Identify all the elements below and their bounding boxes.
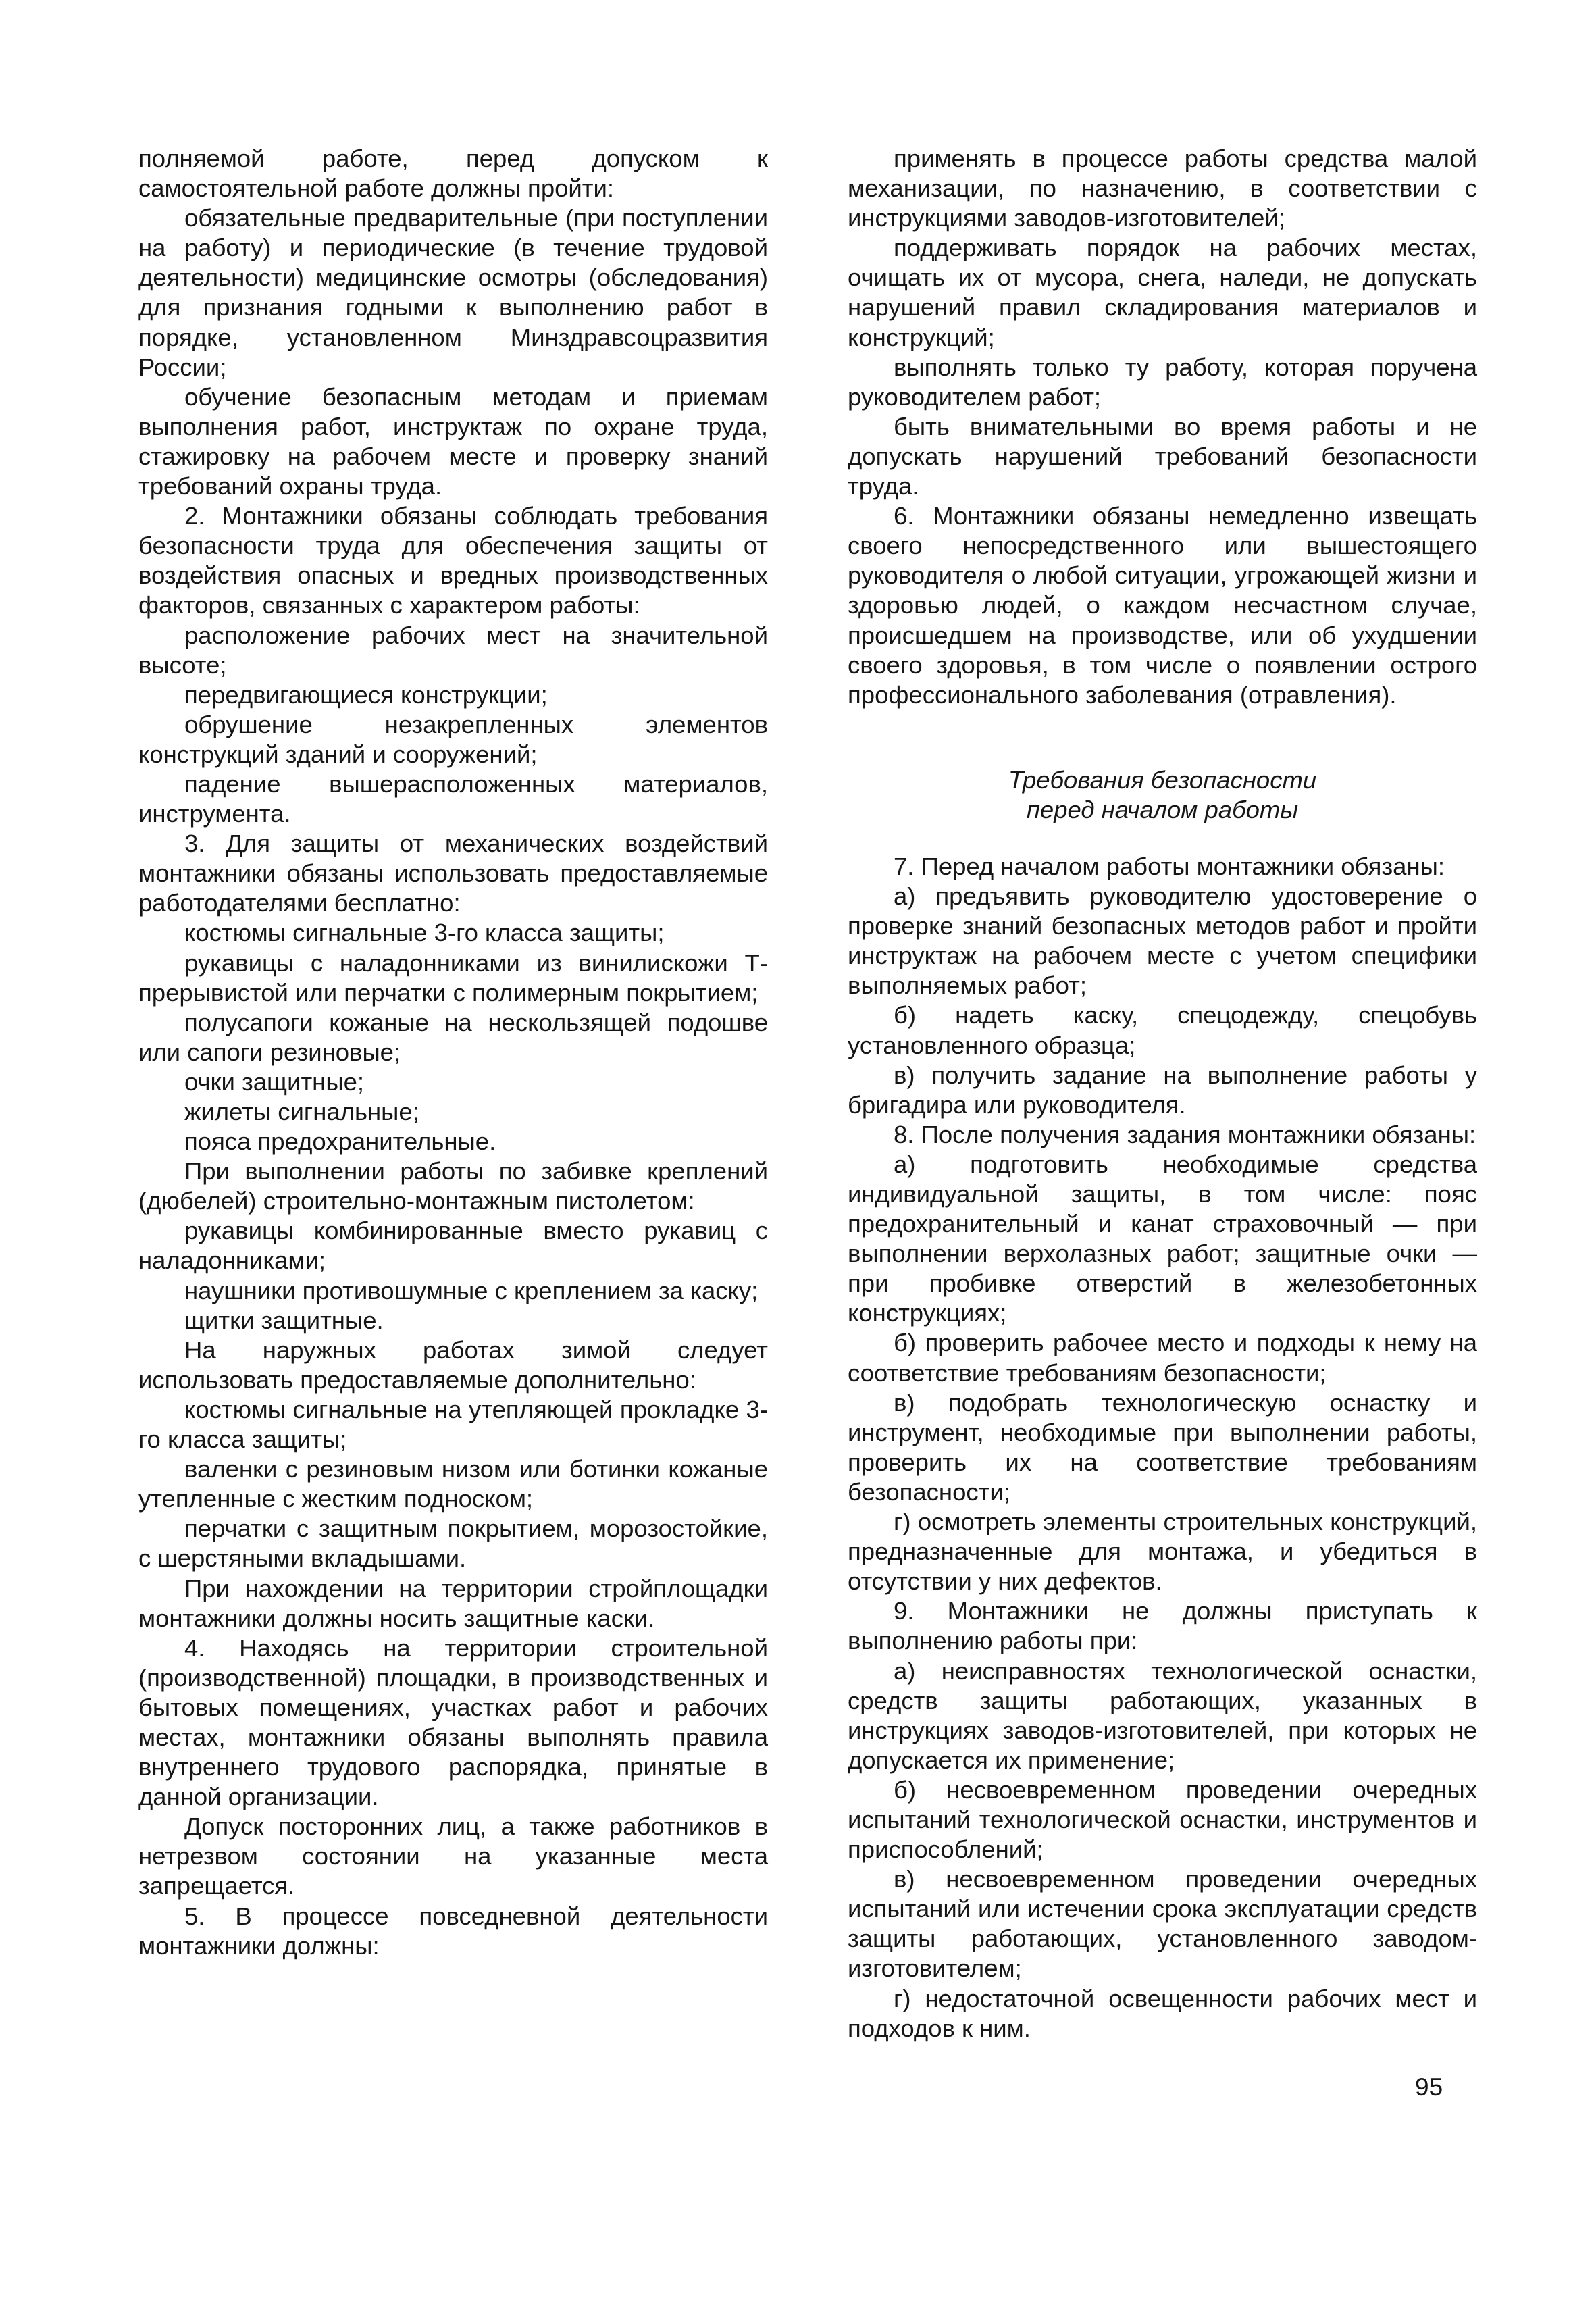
paragraph: 3. Для защиты от механических воздействий монтажники обязаны использовать предоставляемые работодателями бесплатно: (138, 830, 768, 917)
paragraph: обязательные предварительные (при поступлении на работу) и периодические (в течение трудовой деятельности) медицинские осмотры (обследования) для признания годными к выполнению работ в порядке, установленном Минздравсоцразвития России; (138, 204, 768, 381)
paragraph: обучение безопасным методам и приемам выполнения работ, инструктаж по охране труда, стажировку на рабочем месте и проверку знаний требований охраны труда. (138, 382, 768, 501)
paragraph: 6. Монтажники обязаны немедленно извещать своего непосредственного или вышестоящего руководителя о любой ситуации, угрожающей жизни и здоровью людей, о каждом несчастном случае, происшедшем на производстве, или об ухудшении своего здоровья, в том числе о появлении острого профессионального заболевания (отравления). (848, 502, 1477, 709)
paragraph: 2. Монтажники обязаны соблюдать требования безопасности труда для обеспечения защиты от воздействия опасных и вредных производственных факторов, связанных с характером работы: (138, 502, 768, 619)
paragraph: полняемой работе, перед допуском к самостоятельной работе должны пройти: (138, 145, 768, 203)
section-heading-line-2: перед началом работы (1026, 795, 1299, 823)
paragraph: пояса предохранительные. (184, 1127, 496, 1156)
paragraph: б) проверить рабочее место и подходы к нему на соответствие требованиям безопасности; (848, 1329, 1477, 1387)
right-column-top-text (848, 144, 1477, 710)
paragraph: поддерживать порядок на рабочих местах, очищать их от мусора, снега, наледи, не допускать нарушений правил складирования материалов и конструкций; (848, 234, 1477, 351)
paragraph: выполнять только ту работу, которая поручена руководителем работ; (848, 353, 1477, 411)
paragraph: в) получить задание на выполнение работы у бригадира или руководителя. (848, 1061, 1477, 1119)
paragraph: в) подобрать технологическую оснастку и инструмент, необходимые при выполнении работы, проверить их на соответствие требованиям безопасности; (848, 1388, 1477, 1506)
paragraph: 9. Монтажники не должны приступать к выполнению работы при: (848, 1597, 1477, 1655)
right-column-bottom-text (848, 852, 1477, 2043)
paragraph: 7. Перед началом работы монтажники обязаны: (894, 852, 1445, 880)
paragraph: а) предъявить руководителю удостоверение о проверке знаний безопасных методов работ и пройти инструктаж на рабочем месте с учетом специфики выполняемых работ; (848, 882, 1477, 1000)
page-number: 95 (1415, 2073, 1443, 2101)
paragraph: полусапоги кожаные на нескользящей подошве или сапоги резиновые; (138, 1008, 768, 1066)
paragraph: а) неисправностях технологической оснастки, средств защиты работающих, указанных в инструкциях заводов-изготовителей, при которых не допускается их применение; (848, 1656, 1477, 1774)
paragraph: щитки защитные. (184, 1306, 384, 1334)
paragraph: г) недостаточной освещенности рабочих мест и подходов к ним. (848, 1984, 1477, 2042)
paragraph: применять в процессе работы средства малой механизации, по назначению, в соответствии с инструкциями заводов-изготовителей; (848, 145, 1477, 232)
paragraph: Допуск посторонних лиц, а также работников в нетрезвом состоянии на указанные места запрещается. (138, 1812, 768, 1900)
paragraph: костюмы сигнальные на утепляющей прокладке 3-го класса защиты; (138, 1395, 768, 1454)
paragraph: расположение рабочих мест на значительной высоте; (138, 621, 768, 679)
paragraph: в) несвоевременном проведении очередных испытаний или истечении срока эксплуатации средств защиты работающих, установленного заводом-изготовителем; (848, 1865, 1477, 1983)
left-column (138, 144, 768, 1961)
paragraph: На наружных работах зимой следует использовать предоставляемые дополнительно: (138, 1336, 768, 1394)
paragraph: наушники противошумные с креплением за каску; (184, 1276, 758, 1304)
paragraph: костюмы сигнальные 3-го класса защиты; (184, 919, 665, 947)
right-column (848, 144, 1477, 2043)
paragraph: перчатки с защитным покрытием, морозостойкие, с шерстяными вкладышами. (138, 1515, 768, 1573)
paragraph: При выполнении работы по забивке креплений (дюбелей) строительно-монтажным пистолетом: (138, 1157, 768, 1215)
paragraph: а) подготовить необходимые средства индивидуальной защиты, в том числе: пояс предохранительный и канат страховочный — при выполнении верхолазных работ; защитные очки — при пробивке отверстий в железобетонных конструкциях; (848, 1150, 1477, 1327)
section-heading-line-1: Требования безопасности (1008, 765, 1317, 794)
paragraph: При нахождении на территории стройплощадки монтажники должны носить защитные каски. (138, 1574, 768, 1632)
paragraph: передвигающиеся конструкции; (184, 680, 548, 709)
paragraph: рукавицы с наладонниками из винилискожи Т-прерывистой или перчатки с полимерным покрытием; (138, 948, 768, 1007)
paragraph: б) надеть каску, спецодежду, спецобувь установленного образца; (848, 1001, 1477, 1059)
paragraph: обрушение незакрепленных элементов конструкций зданий и сооружений; (138, 710, 768, 768)
paragraph: 8. После получения задания монтажники обязаны: (894, 1120, 1476, 1148)
paragraph: валенки с резиновым низом или ботинки кожаные утепленные с жестким подноском; (138, 1455, 768, 1513)
paragraph: 5. В процессе повседневной деятельности монтажники должны: (138, 1902, 768, 1960)
paragraph: жилеты сигнальные; (184, 1098, 419, 1125)
paragraph: б) несвоевременном проведении очередных испытаний технологической оснастки, инструментов и приспособлений; (848, 1775, 1477, 1864)
paragraph: г) осмотреть элементы строительных конструкций, предназначенные для монтажа, и убедиться в отсутствии у них дефектов. (848, 1508, 1477, 1596)
paragraph: падение вышерасположенных материалов, инструмента. (138, 769, 768, 828)
paragraph: очки защитные; (184, 1067, 365, 1096)
section-heading (848, 765, 1477, 825)
paragraph: рукавицы комбинированные вместо рукавиц с наладонниками; (138, 1217, 768, 1275)
paragraph: быть внимательными во время работы и не допускать нарушений требований безопасности труда. (848, 412, 1477, 501)
paragraph: 4. Находясь на территории строительной (производственной) площадки, в производственных и бытовых помещениях, участках работ и рабочих местах, монтажники обязаны выполнять правила внутреннего трудового распорядка, принятые в данной организации. (138, 1633, 768, 1811)
